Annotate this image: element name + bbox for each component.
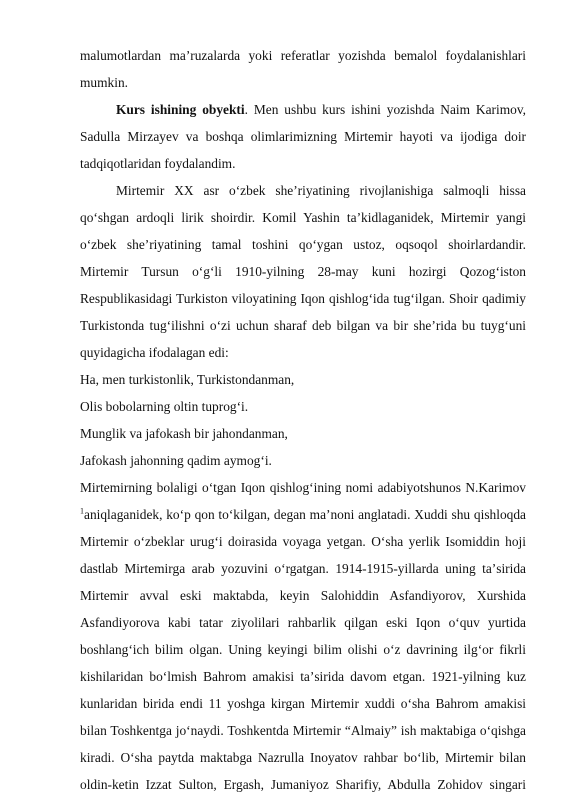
text-line: kunlaridan birida endi 11 yoshga kirgan Mirtemir xuddi oʻsha Bahrom amakisi [80, 696, 526, 711]
poem-line: Munglik va jafokash bir jahondanman, [80, 426, 288, 441]
text-line: kiradi. Oʻsha paytda maktabga Nazrulla Inoyatov rahbar boʻlib, Mirtemir bilan [80, 750, 526, 765]
text-line: dastlab Mirtemirga arab yozuvini oʻrgatgan. 1914-1915-yillarda uning taʼsirida [80, 561, 526, 576]
footnote-reference[interactable]: 1 [80, 506, 84, 516]
text-line: Mirtemirning bolaligi oʻtgan Iqon qishlogʻining nomi adabiyotshunos N.Karimov [80, 480, 526, 495]
text-line: kishilaridan boʻlmish Bahrom amakisi taʼsirida davom etgan. 1921-yilning kuz [80, 669, 526, 684]
text-line: malumotlardan maʼruzalarda yoki referatlar yozishda bemalol foydalanishlari [80, 48, 526, 63]
text-line: Asfandiyorova kabi tatar ziyolilari rahbarlik qilgan eski Iqon oʻquv yurtida [80, 615, 526, 630]
text-line: Mirtemir XX asr oʻzbek sheʼriyatining rivojlanishiga salmoqli hissa [116, 183, 526, 198]
text-line: Mirtemir Tursun oʻgʻli 1910-yilning 28-may kuni hozirgi Qozogʻiston [80, 264, 526, 279]
text-line: bilan Toshkentga joʻnaydi. Toshkentda Mirtemir “Almaiy” ish maktabiga oʻqishga [80, 723, 526, 738]
text-line: boshlangʻich bilim olgan. Uning keyingi bilim olishi oʻz davrining ilgʻor fikrli [80, 642, 526, 657]
section-heading-line [80, 98, 526, 122]
text-line-with-footnote [80, 503, 526, 527]
text-line: quyidagicha ifodalagan edi: [80, 345, 229, 360]
text-line: qoʻshgan ardoqli lirik shoirdir. Komil Yashin taʼkidlaganidek, Mirtemir yangi [80, 210, 526, 225]
text-line: Turkistonda tugʻilishni oʻzi uchun sharaf deb bilgan va bir sheʼrida bu tuygʻuni [80, 318, 526, 333]
poem-line: Olis bobolarning oltin tuprogʻi. [80, 399, 249, 414]
poem-line: Ha, men turkistonlik, Turkistondanman, [80, 372, 295, 387]
text-line: Mirtemir oʻzbeklar urugʻi doirasida voyaga yetgan. Oʻsha yerlik Isomiddin hoji [80, 534, 526, 549]
text-run: . Men ushbu kurs ishini yozishda Naim Karimov, [244, 102, 526, 117]
text-line: mumkin. [80, 75, 128, 90]
text-line: Mirtemir avval eski maktabda, keyin Salohiddin Asfandiyorov, Xurshida [80, 588, 526, 603]
text-line: oʻzbek sheʼriyatining tamal toshini qoʻygan ustoz, oqsoqol shoirlardandir. [80, 237, 526, 252]
text-line: oldin-ketin Izzat Sulton, Ergash, Jumaniyoz Sharifiy, Abdulla Zohidov singari [80, 777, 526, 792]
poem-line: Jafokash jahonning qadim aymogʻi. [80, 453, 272, 468]
text-line: tadqiqotlaridan foydalandim. [80, 156, 236, 171]
text-line: Respublikasidagi Turkiston viloyatining Iqon qishlogʻida tugʻilgan. Shoir qadimiy [80, 291, 526, 306]
section-heading: Kurs ishining obyekti [116, 102, 245, 117]
text-line: Sadulla Mirzayev va boshqa olimlarimizning Mirtemir hayoti va ijodiga doir [80, 129, 526, 144]
text-run: aniqlaganidek, koʻp qon toʻkilgan, degan maʼnoni anglatadi. Xuddi shu qishloqda [84, 507, 526, 522]
